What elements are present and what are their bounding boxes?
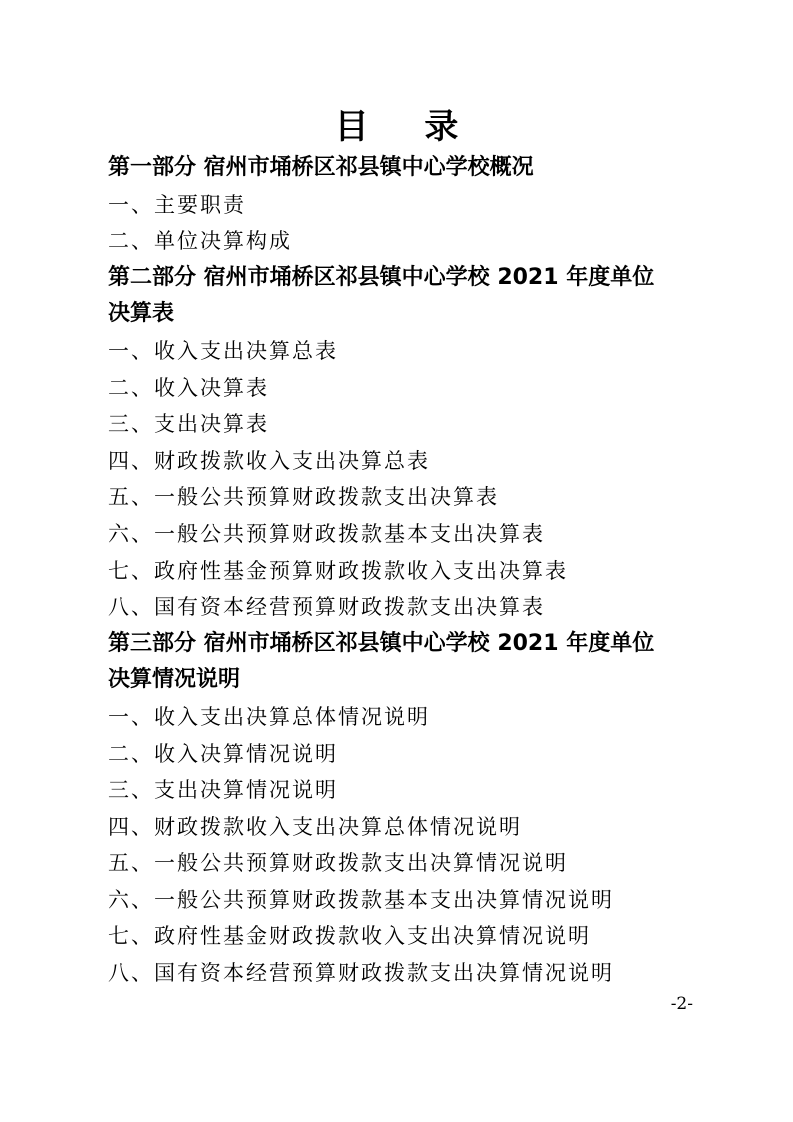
part-3-heading-continued: 决算情况说明 [108, 667, 241, 693]
part-1-heading: 第一部分 宿州市埇桥区祁县镇中心学校概况 [108, 155, 534, 180]
part-2-heading: 第二部分 宿州市埇桥区祁县镇中心学校 2021 年度单位 [108, 264, 655, 290]
page-number: -2- [670, 994, 693, 1014]
toc-item: 八、国有资本经营预算财政拨款支出决算表 [108, 595, 545, 620]
toc-item: 三、支出决算情况说明 [108, 778, 338, 803]
table-of-contents [108, 150, 708, 992]
toc-item: 二、收入决算情况说明 [108, 741, 338, 766]
toc-item: 七、政府性基金预算财政拨款收入支出决算表 [108, 558, 568, 583]
toc-item: 六、一般公共预算财政拨款基本支出决算情况说明 [108, 887, 614, 912]
toc-item: 八、国有资本经营预算财政拨款支出决算情况说明 [108, 961, 614, 986]
part-3-heading: 第三部分 宿州市埇桥区祁县镇中心学校 2021 年度单位 [108, 630, 655, 656]
toc-item: 二、单位决算构成 [108, 229, 292, 254]
toc-item: 七、政府性基金财政拨款收入支出决算情况说明 [108, 924, 591, 949]
toc-item: 六、一般公共预算财政拨款基本支出决算表 [108, 521, 545, 546]
toc-item: 五、一般公共预算财政拨款支出决算表 [108, 485, 499, 510]
toc-item: 三、支出决算表 [108, 412, 269, 437]
toc-item: 一、收入支出决算总表 [108, 338, 338, 363]
toc-title: 目 录 [334, 107, 481, 147]
toc-item: 一、收入支出决算总体情况说明 [108, 704, 430, 729]
toc-item: 四、财政拨款收入支出决算总体情况说明 [108, 814, 522, 839]
toc-item: 四、财政拨款收入支出决算总表 [108, 448, 430, 473]
toc-item: 五、一般公共预算财政拨款支出决算情况说明 [108, 851, 568, 876]
part-2-heading-continued: 决算表 [108, 301, 175, 327]
toc-item: 一、主要职责 [108, 192, 246, 217]
toc-item: 二、收入决算表 [108, 375, 269, 400]
